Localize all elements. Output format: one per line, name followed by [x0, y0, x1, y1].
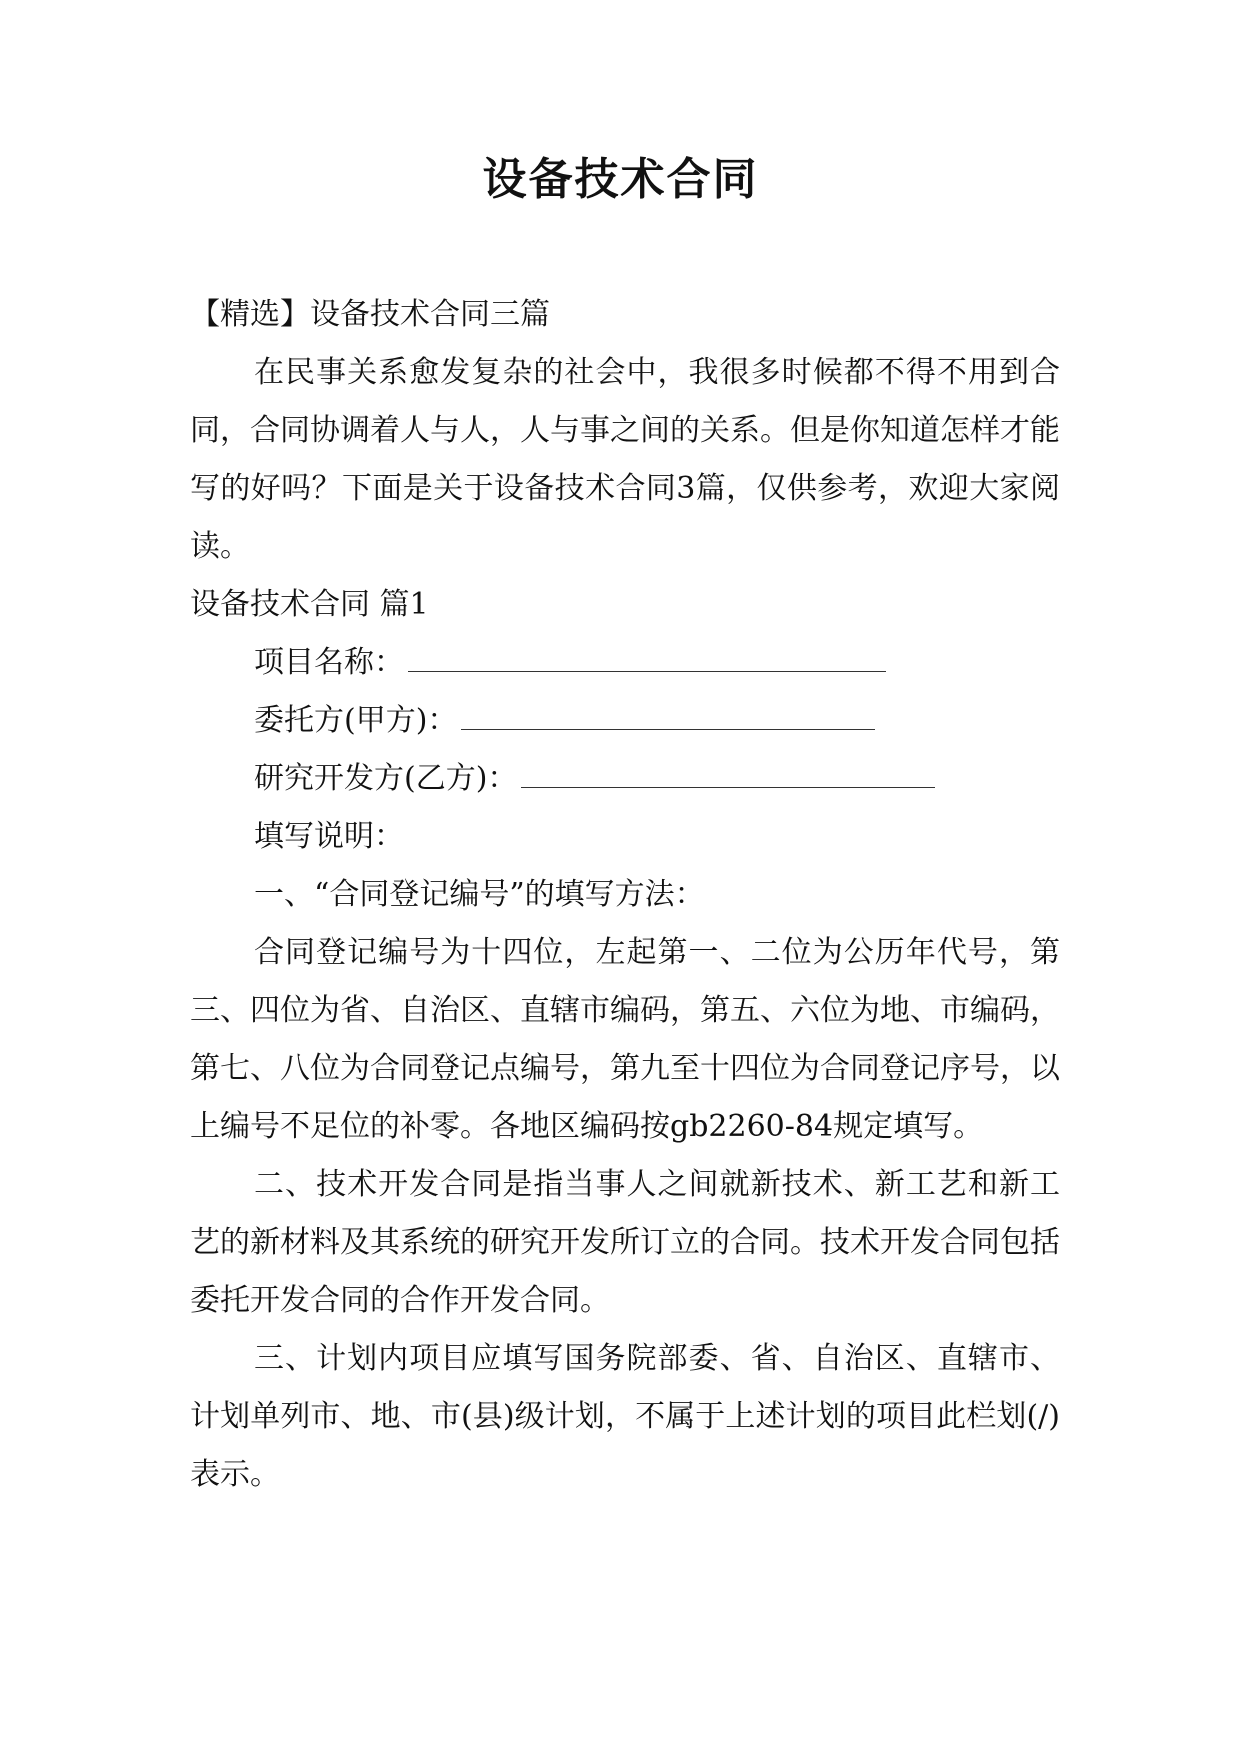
party-a-blank: [461, 699, 875, 730]
party-b-label: 研究开发方(乙方)：: [254, 761, 518, 796]
document-title: 设备技术合同: [482, 154, 759, 205]
project-name-row: [190, 634, 1060, 692]
item1-paragraph: 合同登记编号为十四位，左起第一、二位为公历年代号，第三、四位为省、自治区、直辖市编码，第五、六位为地、市编码，第七、八位为合同登记点编号，第九至十四位为合同登记序号，以上编号不足位的补零。各地区编码按gb2260-84规定填写。: [190, 935, 1060, 1144]
party-a-label: 委托方(甲方)：: [254, 703, 458, 738]
intro-paragraph: 在民事关系愈发复杂的社会中，我很多时候都不得不用到合同，合同协调着人与人，人与事之间的关系。但是你知道怎样才能写的好吗？下面是关于设备技术合同3篇，仅供参考，欢迎大家阅读。: [190, 355, 1060, 564]
party-b-row: [190, 750, 1060, 808]
document-body: [190, 286, 1060, 1504]
item3-paragraph: 三、计划内项目应填写国务院部委、省、自治区、直辖市、计划单列市、地、市(县)级计划，不属于上述计划的项目此栏划(/)表示。: [190, 1341, 1060, 1492]
item1-heading: 一、“合同登记编号”的填写方法：: [254, 877, 705, 912]
project-name-label: 项目名称：: [254, 645, 404, 680]
section-heading: 设备技术合同 篇1: [190, 587, 429, 622]
instructions-heading: 填写说明：: [254, 819, 404, 854]
party-a-row: [190, 692, 1060, 750]
item2-paragraph: 二、技术开发合同是指当事人之间就新技术、新工艺和新工艺的新材料及其系统的研究开发所订立的合同。技术开发合同包括委托开发合同的合作开发合同。: [190, 1167, 1060, 1318]
party-b-blank: [521, 757, 935, 788]
document-subtitle: 【精选】设备技术合同三篇: [190, 297, 550, 332]
project-name-blank: [408, 641, 886, 672]
